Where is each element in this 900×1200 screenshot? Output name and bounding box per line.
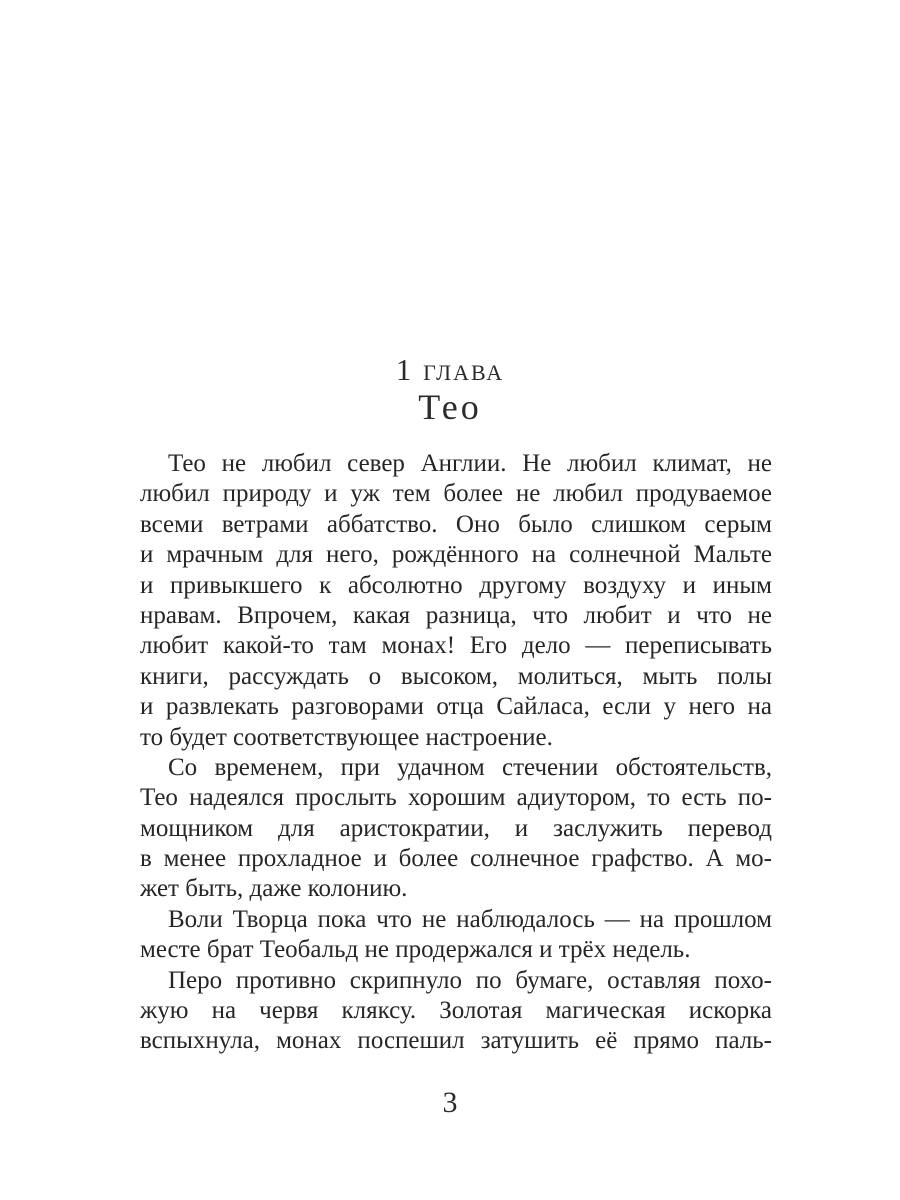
text-line: Со временем, при удачном стечении обстоятельств, bbox=[168, 753, 772, 781]
page-number: 3 bbox=[442, 1086, 458, 1119]
text-line: мощником для аристократии, и заслужить перевод bbox=[140, 814, 772, 842]
text-line: жет быть, даже колонию. bbox=[140, 875, 408, 903]
text-line: любит какой-то там монах! Его дело — переписывать bbox=[140, 632, 772, 660]
text-block bbox=[140, 449, 772, 1057]
chapter-heading bbox=[0, 352, 900, 426]
text-line: любил природу и уж тем более не любил продуваемое bbox=[140, 480, 772, 508]
text-line: Перо противно скрипнуло по бумаге, оставляя похо- bbox=[168, 966, 772, 994]
text-line: всеми ветрами аббатство. Оно было слишком серым bbox=[140, 510, 772, 538]
text-line: жую на червя кляксу. Золотая магическая искорка bbox=[140, 997, 772, 1025]
text-line: Тео не любил север Англии. Не любил климат, не bbox=[168, 450, 772, 477]
text-line: то будет соответствующее настроение. bbox=[140, 723, 553, 751]
text-line: и привыкшего к абсолютно другому воздуху и иным bbox=[140, 571, 772, 599]
text-line: в менее прохладное и более солнечное графство. А мо- bbox=[140, 845, 772, 873]
text-line: и мрачным для него, рождённого на солнечной Мальте bbox=[140, 541, 772, 569]
chapter-title: Тео bbox=[418, 387, 482, 427]
text-line: нравам. Впрочем, какая разница, что любит и что не bbox=[140, 601, 772, 629]
text-line: Воли Творца пока что не наблюдалось — на прошлом bbox=[168, 905, 772, 933]
text-line: Тео надеялся прослыть хорошим адиутором, то есть по- bbox=[140, 784, 772, 812]
text-line: книги, рассуждать о высоком, молиться, мыть полы bbox=[140, 662, 772, 690]
text-line: и развлекать разговорами отца Сайласа, если у него на bbox=[140, 693, 772, 721]
text-line: вспыхнула, монах поспешил затушить её прямо паль- bbox=[140, 1027, 772, 1055]
text-line: месте брат Теобальд не продержался и трёх недель. bbox=[140, 936, 691, 964]
chapter-number: 1 глава bbox=[395, 352, 505, 387]
